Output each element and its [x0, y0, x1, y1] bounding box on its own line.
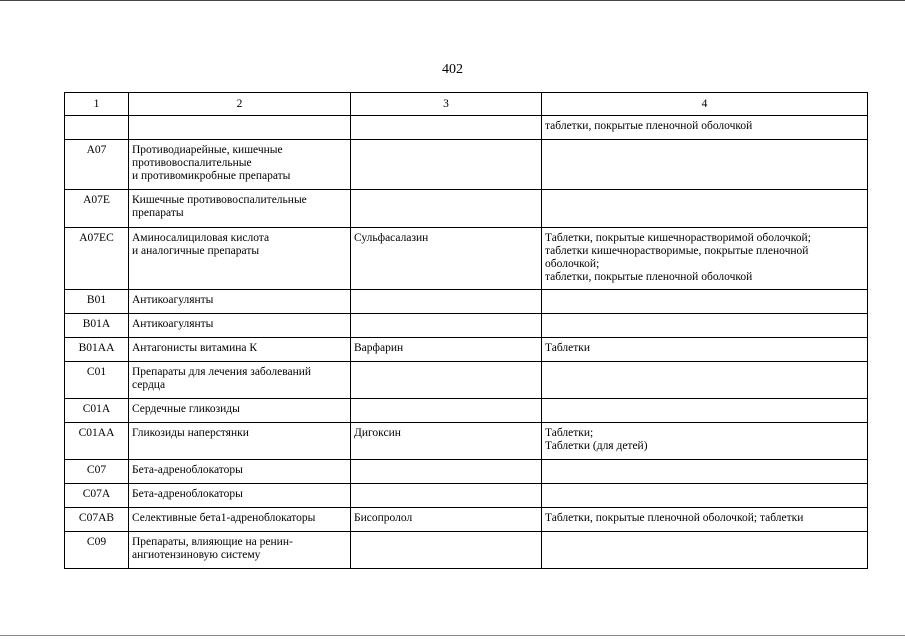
cell-group: [129, 508, 351, 532]
cell-form-text: Таблетки, покрытые кишечнорастворимой оболочкой; таблетки кишечнорастворимые, покрытые пленочной оболочкой; таблетки, покрытые пленочной оболочкой: [545, 232, 811, 283]
cell-group: [129, 190, 351, 228]
cell-form: [542, 484, 868, 508]
cell-code: [65, 190, 129, 228]
table-header-row: [65, 93, 868, 116]
cell-drug: [351, 314, 542, 338]
cell-form: [542, 362, 868, 399]
cell-group: [129, 338, 351, 362]
cell-code: [65, 508, 129, 532]
cell-group-text: Бета-адреноблокаторы: [132, 464, 243, 476]
cell-group-text: Антикоагулянты: [132, 294, 214, 306]
cell-drug-text: Сульфасалазин: [354, 232, 429, 244]
table-row: [65, 508, 868, 532]
cell-form: [542, 314, 868, 338]
cell-group-text: Препараты для лечения заболеваний сердца: [132, 366, 312, 391]
cell-group-text: Аминосалициловая кислота и аналогичные препараты: [132, 232, 270, 257]
cell-drug-text: Варфарин: [354, 342, 404, 354]
cell-drug: [351, 532, 542, 569]
cell-group: [129, 290, 351, 314]
table-row: [65, 362, 868, 399]
cell-drug: [351, 228, 542, 290]
cell-group-text: Селективные бета1-адреноблокаторы: [132, 512, 316, 524]
cell-code: [65, 484, 129, 508]
cell-group-text: Кишечные противовоспалительные препараты: [132, 194, 307, 219]
cell-code-text: B01A: [82, 318, 111, 330]
cell-form: [542, 338, 868, 362]
cell-form: [542, 460, 868, 484]
cell-group: [129, 362, 351, 399]
cell-group: [129, 399, 351, 423]
cell-group: [129, 532, 351, 569]
cell-group: [129, 484, 351, 508]
cell-code-text: C01A: [82, 403, 111, 415]
cell-code: [65, 423, 129, 460]
cell-code: [65, 532, 129, 569]
cell-code: [65, 460, 129, 484]
column-header-form: 4: [542, 93, 868, 116]
table-row: [65, 423, 868, 460]
cell-drug: [351, 508, 542, 532]
cell-form: [542, 140, 868, 190]
cell-form: [542, 423, 868, 460]
cell-code-text: C07: [86, 464, 107, 476]
cell-code-text: A07EC: [79, 232, 114, 244]
cell-drug: [351, 423, 542, 460]
column-header-group: 2: [129, 93, 351, 116]
cell-form-text: Таблетки: [545, 342, 591, 354]
column-header-code: 1: [65, 93, 129, 116]
cell-group-text: Антагонисты витамина К: [132, 342, 258, 354]
cell-form: [542, 190, 868, 228]
cell-drug: [351, 362, 542, 399]
cell-code-text: B01: [86, 294, 107, 306]
cell-code: [65, 362, 129, 399]
cell-drug: [351, 460, 542, 484]
cell-group-text: Бета-адреноблокаторы: [132, 488, 243, 500]
cell-form: [542, 228, 868, 290]
cell-group-text: Сердечные гликозиды: [132, 403, 240, 415]
cell-drug: [351, 140, 542, 190]
cell-form: [542, 116, 868, 140]
cell-drug-text: Бисопролол: [354, 512, 413, 524]
drug-table: [64, 92, 868, 569]
table-row: [65, 140, 868, 190]
cell-group: [129, 228, 351, 290]
cell-form-text: Таблетки; Таблетки (для детей): [545, 427, 648, 452]
cell-code: [65, 140, 129, 190]
cell-code: [65, 399, 129, 423]
table-row: [65, 290, 868, 314]
cell-code: [65, 314, 129, 338]
cell-code-text: B01AA: [78, 342, 115, 354]
cell-group-text: Гликозиды наперстянки: [132, 427, 249, 439]
cell-code-text: C07A: [82, 488, 111, 500]
cell-group: [129, 314, 351, 338]
cell-code: [65, 228, 129, 290]
table-row: [65, 116, 868, 140]
cell-group: [129, 116, 351, 140]
cell-code-text: A07E: [83, 194, 110, 206]
cell-drug: [351, 116, 542, 140]
table-row: [65, 399, 868, 423]
table-row: [65, 460, 868, 484]
table-row: [65, 484, 868, 508]
column-header-drug: 3: [351, 93, 542, 116]
table-row: [65, 338, 868, 362]
table-row: [65, 314, 868, 338]
cell-code-text: C01: [86, 366, 107, 378]
table-row: [65, 228, 868, 290]
cell-code: [65, 116, 129, 140]
cell-group-text: Противодиарейные, кишечные противовоспалительные и противомикробные препараты: [132, 144, 291, 182]
cell-form: [542, 532, 868, 569]
cell-drug: [351, 484, 542, 508]
cell-drug-text: Дигоксин: [354, 427, 401, 439]
cell-code-text: A07: [86, 144, 107, 156]
table-row: [65, 532, 868, 569]
cell-group: [129, 140, 351, 190]
cell-code-text: C07AB: [78, 512, 115, 524]
cell-drug: [351, 290, 542, 314]
cell-group: [129, 460, 351, 484]
cell-form-text: Таблетки, покрытые пленочной оболочкой; таблетки: [545, 512, 804, 524]
table-body: [65, 116, 868, 569]
cell-group-text: Препараты, влияющие на ренин- ангиотензиновую систему: [132, 536, 293, 561]
cell-group-text: Антикоагулянты: [132, 318, 214, 330]
cell-drug: [351, 338, 542, 362]
cell-form: [542, 508, 868, 532]
cell-group: [129, 423, 351, 460]
table-row: [65, 190, 868, 228]
cell-drug: [351, 190, 542, 228]
scan-border-top: [0, 0, 905, 1]
cell-form: [542, 399, 868, 423]
cell-code-text: C01AA: [78, 427, 115, 439]
cell-form-text: таблетки, покрытые пленочной оболочкой: [545, 120, 753, 132]
cell-code-text: C09: [86, 536, 107, 548]
page-number: 402: [442, 62, 463, 77]
cell-code: [65, 290, 129, 314]
cell-form: [542, 290, 868, 314]
cell-code: [65, 338, 129, 362]
scan-border-bottom: [0, 635, 905, 636]
cell-drug: [351, 399, 542, 423]
